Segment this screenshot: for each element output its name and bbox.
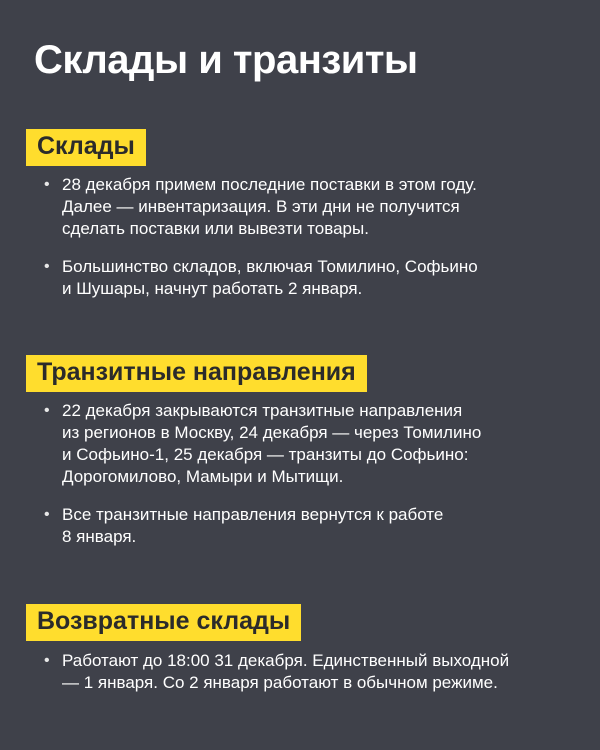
transit-list bbox=[44, 400, 574, 564]
list-item bbox=[44, 256, 574, 300]
list-item bbox=[44, 650, 574, 694]
section-label-transit: Транзитные направления bbox=[26, 355, 367, 392]
list-item bbox=[44, 400, 574, 488]
list-item-text: Все транзитные направления вернутся к работе 8 января. bbox=[62, 505, 444, 546]
bullet-dot-icon: • bbox=[44, 258, 50, 275]
bullet-dot-icon: • bbox=[44, 402, 50, 419]
list-item bbox=[44, 504, 574, 548]
bullet-dot-icon: • bbox=[44, 176, 50, 193]
list-item-text: 22 декабря закрываются транзитные направления из регионов в Москву, 24 декабря — через Томилино и Софьино-1, 25 декабря — транзиты до Софьино: Дорогомилово, Мамыри и Мытищи. bbox=[62, 401, 482, 486]
warehouses-list bbox=[44, 174, 574, 316]
list-item-text: 28 декабря примем последние поставки в этом году. Далее — инвентаризация. В эти дни не получится сделать поставки или вывезти товары. bbox=[62, 175, 477, 238]
page-title: Склады и транзиты bbox=[34, 38, 418, 82]
list-item-text: Работают до 18:00 31 декабря. Единственный выходной — 1 января. Со 2 января работают в обычном режиме. bbox=[62, 651, 510, 692]
list-item-text: Большинство складов, включая Томилино, Софьино и Шушары, начнут работать 2 января. bbox=[62, 257, 478, 298]
list-item bbox=[44, 174, 574, 240]
section-label-returns: Возвратные склады bbox=[26, 604, 301, 641]
returns-list bbox=[44, 650, 574, 710]
section-label-warehouses: Склады bbox=[26, 129, 146, 166]
bullet-dot-icon: • bbox=[44, 506, 50, 523]
bullet-dot-icon: • bbox=[44, 652, 50, 669]
